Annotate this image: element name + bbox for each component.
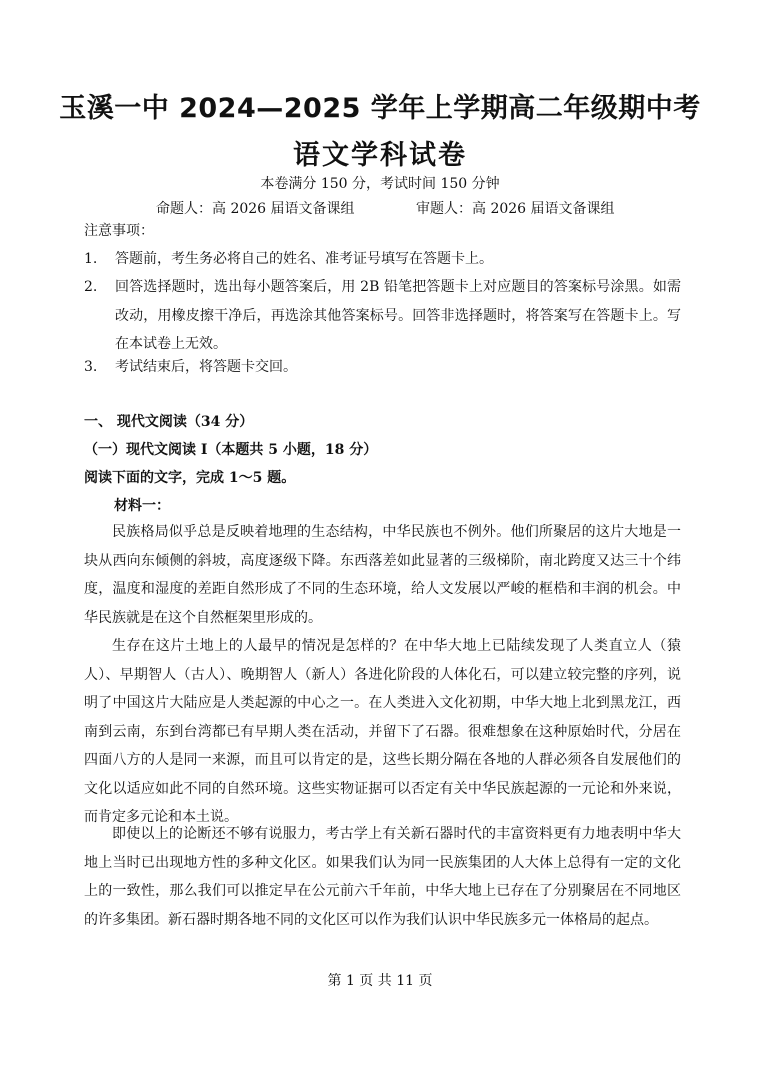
note-item-2-text: 回答选择题时，选出每小题答案后，用 2B 铅笔把答题卡上对应题目的答案标号涂黑。如需改动，用橡皮擦干净后，再选涂其他答案标号。回答非选择题时，将答案写在答题卡上。写在本试卷上无效。 — [115, 279, 681, 352]
passage-paragraph-2: 生存在这片土地上的人最早的情况是怎样的？在中华大地上已陆续发现了人类直立人（猿人）、早期智人（古人）、晚期智人（新人）各进化阶段的人体化石，可以建立较完整的序列，说明了中国这片大陆应是人类起源的中心之一。在人类进入文化初期，中华大地上北到黑龙江，西南到云南，东到台湾都已有早期人类在活动，并留下了石器。很难想象在这种原始时代，分居在四面八方的人是同一来源，而且可以肯定的是，这些长期分隔在各地的人群必须各自发展他们的文化以适应如此不同的自然环境。这些实物证据可以否定有关中华民族起源的一元论和外来说，而肯定多元论和本土说。 — [84, 638, 681, 825]
note-text: 答题前，考生务必将自己的姓名、准考证号填写在答题卡上。 — [115, 251, 493, 267]
score-time-info: 本卷满分 150 分，考试时间 150 分钟 — [260, 176, 500, 192]
exam-subtitle: 语文学科试卷 — [293, 140, 467, 171]
note-text: 考试结束后，将答题卡交回。 — [115, 359, 297, 375]
note-item-1 — [84, 249, 493, 269]
passage-paragraph-3: 即使以上的论断还不够有说服力，考古学上有关新石器时代的丰富资料更有力地表明中华大地上当时已出现地方性的多种文化区。如果我们认为同一民族集团的人大体上总得有一定的文化上的一致性，那么我们可以推定早在公元前六千年前，中华大地上已存在了分别聚居在不同地区的许多集团。新石器时期各地不同的文化区可以作为我们认识中华民族多元一体格局的起点。 — [84, 826, 681, 928]
material-label: 材料一： — [114, 498, 170, 514]
note-number: 3. — [84, 359, 98, 375]
notes-heading: 注意事项： — [84, 223, 154, 239]
section-subheading: （一）现代文阅读 I（本题共 5 小题，18 分） — [84, 442, 378, 458]
exam-title: 玉溪一中 2024—2025 学年上学期高二年级期中考 — [59, 93, 701, 124]
passage-paragraph-1: 民族格局似乎总是反映着地理的生态结构，中华民族也不例外。他们所聚居的这片大地是一块从西向东倾侧的斜坡，高度逐级下降。东西落差如此显著的三级梯阶，南北跨度又达三十个纬度，温度和湿度的差距自然形成了不同的生态环境，给人文发展以严峻的框梏和丰润的机会。中华民族就是在这个自然框架里形成的。 — [84, 524, 681, 626]
page-footer: 第 1 页 共 11 页 — [327, 973, 433, 989]
note-number-2: 2. — [84, 279, 98, 295]
section-heading: 一、 现代文阅读（34 分） — [84, 414, 254, 430]
question-reviewer: 审题人：高 2026 届语文备课组 — [416, 201, 615, 217]
note-item-3 — [84, 357, 297, 377]
reading-instruction: 阅读下面的文字，完成 1～5 题。 — [84, 470, 296, 486]
note-number: 1. — [84, 251, 98, 267]
question-setter: 命题人：高 2026 届语文备课组 — [156, 201, 355, 217]
